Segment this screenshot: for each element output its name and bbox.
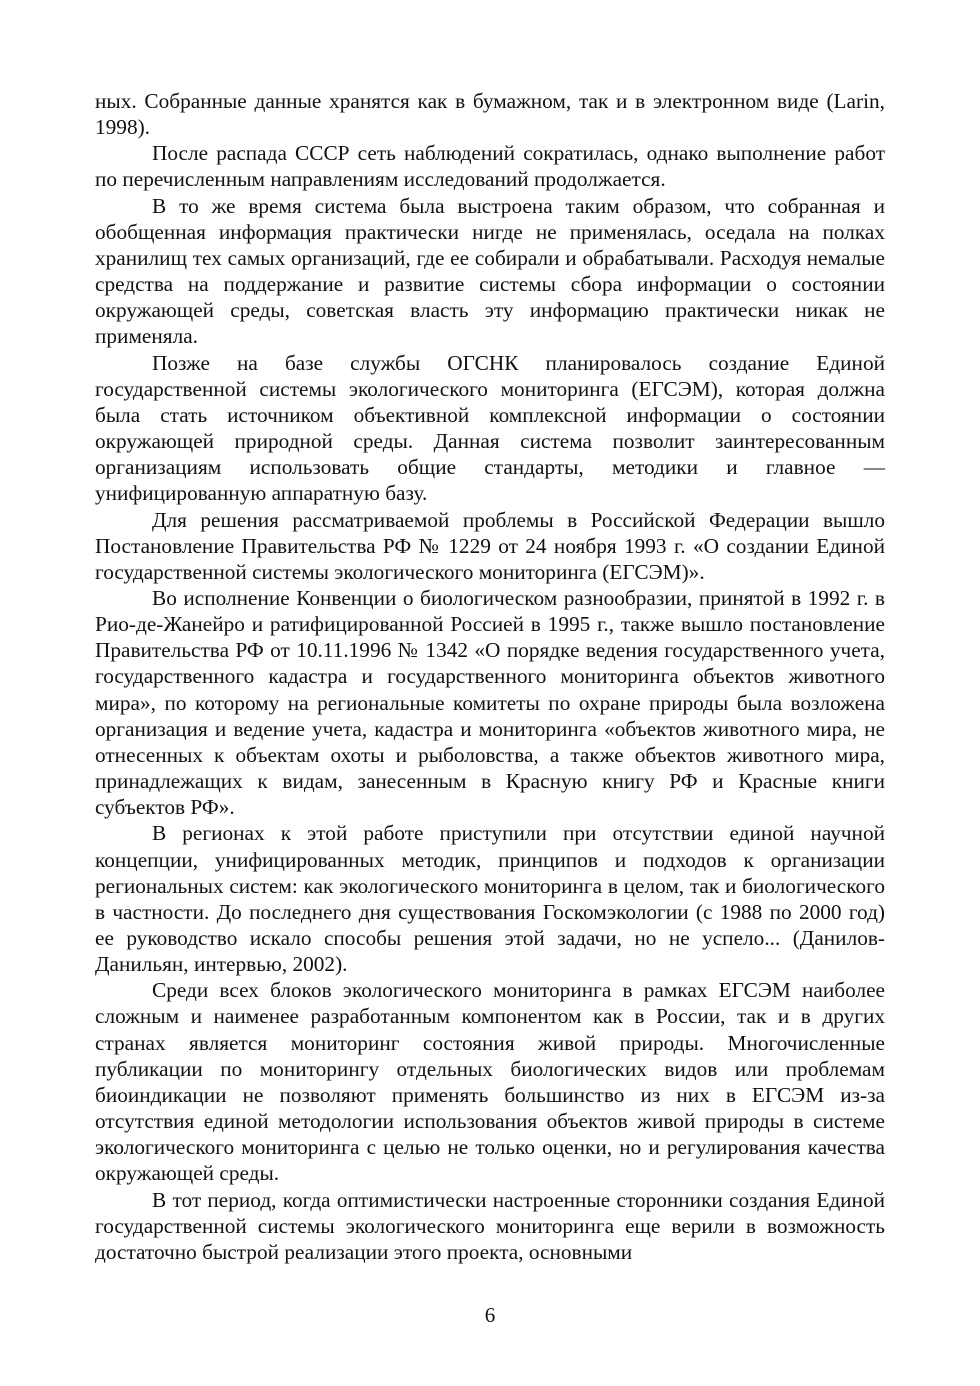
paragraph-convention-biodiversity: Во исполнение Конвенции о биологическом разнообразии, принятой в 1992 г. в Рио-де-Жанейро и ратифицированной Россией в 1995 г., также вышло постановление Правительства РФ от 10.11.1996 № 1342 «О порядке ведения государственного учета, государственного кадастра и государственного мониторинга объектов животного мира», по которому на региональные комитеты по охране природы была возложена организация и ведение учета, кадастра и мониторинга «объектов животного мира, не отнесенных к объектам охоты и рыболовства, а также объектов животного мира, принадлежащих к видам, занесенным в Красную книгу РФ и Красные книги субъектов РФ». [95, 585, 885, 820]
paragraph-resolution-1229: Для решения рассматриваемой проблемы в Российской Федерации вышло Постановление Правительства РФ № 1229 от 24 ноября 1993 г. «О создании Единой государственной системы экологического мониторинга (ЕГСЭМ)». [95, 507, 885, 584]
paragraph-ussr-network: После распада СССР сеть наблюдений сократилась, однако выполнение работ по перечисленным направлениям исследований продолжается. [95, 141, 885, 192]
paragraph-system-unused: В то же время система была выстроена таким образом, что собранная и обобщенная информация практически нигде не применялась, оседала на полках хранилищ тех самых организаций, где ее собирали и обрабатывали. Расходуя немалые средства на поддержание и развитие системы сбора информации о состоянии окружающей среды, советская власть эту информацию практически никак не применяла. [95, 193, 885, 349]
page-body [95, 88, 885, 1265]
page-number: 6 [484, 1303, 496, 1327]
paragraph-living-nature-monitoring: Среди всех блоков экологического мониторинга в рамках ЕГСЭМ наиболее сложным и наименее разработанным компонентом как в России, так и в других странах является мониторинг состояния живой природы. Многочисленные публикации по мониторингу отдельных биологических видов или проблемам биоиндикации не позволяют применять большинство из них в ЕГСЭМ из-за отсутствия единой методологии использования объектов живой природы в системе экологического мониторинга с целью не только оценки, но и регулирования качества окружающей среды. [95, 978, 885, 1186]
paragraph-egsem-creation: Позже на базе службы ОГСНК планировалось создание Единой государственной системы экологического мониторинга (ЕГСЭМ), которая должна была стать источником объективной комплексной информации о состоянии окружающей природной среды. Данная система позволит заинтересованным организациям использовать общие стандарты, методики и главное — унифицированную аппаратную базу. [95, 350, 885, 506]
paragraph-regions: В регионах к этой работе приступили при отсутствии единой научной концепции, унифицированных методик, принципов и подходов к организации региональных систем: как экологического мониторинга в целом, так и биологического в частности. До последнего дня существования Госкомэкологии (с 1988 по 2000 год) ее руководство искало способы решения этой задачи, но не успело... (Данилов-Данильян, интервью, 2002). [95, 821, 885, 977]
paragraph-optimists: В тот период, когда оптимистически настроенные сторонники создания Единой государственной системы экологического мониторинга еще верили в возможность достаточно быстрой реализации этого проекта, основными [95, 1187, 885, 1264]
paragraph-continuation: ных. Собранные данные хранятся как в бумажном, так и в электронном виде (Larin, 1998). [95, 89, 885, 140]
